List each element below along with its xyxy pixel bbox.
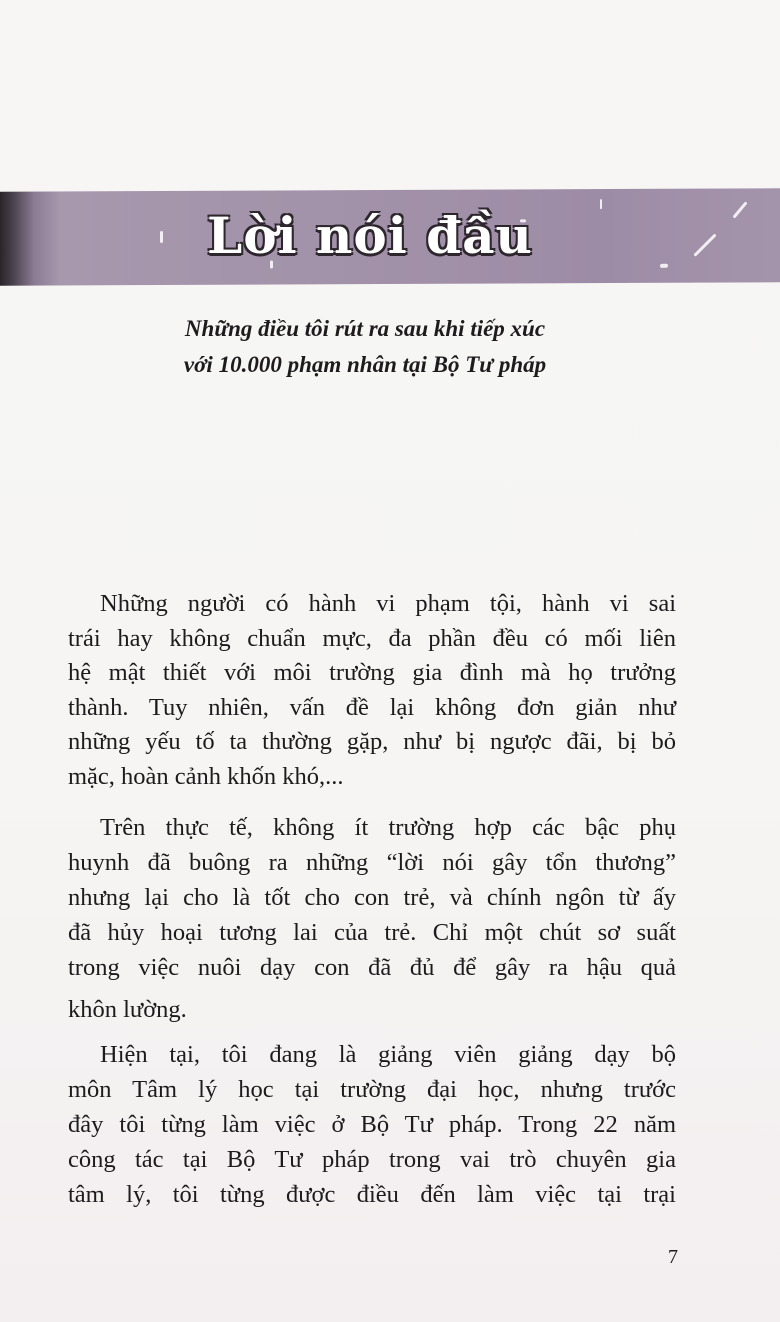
text-line: trái hay không chuẩn mực, đa phần đều có mối liên <box>68 625 676 652</box>
text-line: môn Tâm lý học tại trường đại học, nhưng trước <box>68 1076 676 1103</box>
text-line: Những người có hành vi phạm tội, hành vi sai <box>100 590 676 617</box>
text-line: nhưng lại cho là tốt cho con trẻ, và chính ngôn từ ấy <box>68 884 676 911</box>
text-line: khôn lường. <box>68 996 187 1023</box>
subtitle-line: Những điều tôi rút ra sau khi tiếp xúc <box>184 316 546 341</box>
text-line: mặc, hoàn cảnh khốn khó,... <box>68 763 344 790</box>
text-line: huynh đã buông ra những “lời nói gây tổn thương” <box>68 849 676 876</box>
chapter-title: Lời nói đầu <box>207 206 533 265</box>
text-line: Trên thực tế, không ít trường hợp các bậc phụ <box>100 814 676 841</box>
text-line: đây tôi từng làm việc ở Bộ Tư pháp. Trong 22 năm <box>68 1111 676 1138</box>
text-line: Hiện tại, tôi đang là giảng viên giảng dạy bộ <box>100 1041 676 1068</box>
text-line: công tác tại Bộ Tư pháp trong vai trò chuyên gia <box>68 1146 676 1173</box>
page-number: 7 <box>668 1246 678 1268</box>
subtitle-line: với 10.000 phạm nhân tại Bộ Tư pháp <box>183 352 547 377</box>
text-line: hệ mật thiết với môi trường gia đình mà họ trưởng <box>68 659 676 686</box>
text-line: tâm lý, tôi từng được điều đến làm việc tại trại <box>68 1181 676 1208</box>
text-line: trong việc nuôi dạy con đã đủ để gây ra hậu quả <box>68 954 676 981</box>
text-line: thành. Tuy nhiên, vấn đề lại không đơn giản như <box>68 694 676 721</box>
text-line: những yếu tố ta thường gặp, như bị ngược đãi, bị bỏ <box>68 728 676 755</box>
text-line: đã hủy hoại tương lai của trẻ. Chỉ một chút sơ suất <box>68 919 676 946</box>
